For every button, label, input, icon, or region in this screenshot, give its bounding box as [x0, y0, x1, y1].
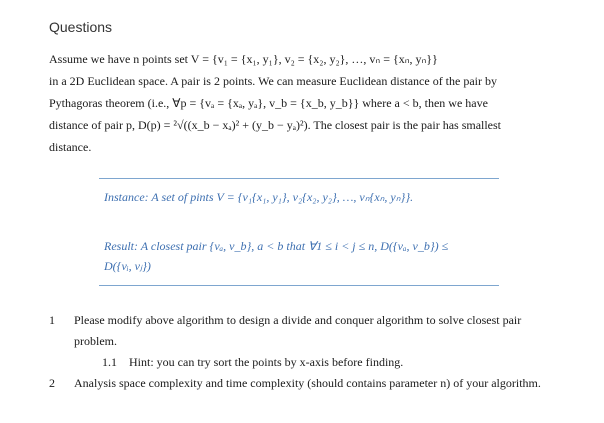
list-item	[49, 310, 559, 352]
section-heading: Questions	[49, 19, 113, 35]
result-line-1: Result: A closest pair {vₐ, v_b}, a < b that ∀1 ≤ i < j ≤ n, D({vₐ, v_b}) ≤	[104, 239, 449, 253]
item-number: 1.1	[102, 355, 117, 369]
problem-line-5: distance.	[49, 140, 92, 154]
list-item	[49, 352, 559, 373]
item-number: 2	[49, 376, 55, 390]
instance-definition: Instance: A set of pints V = {v₁{x₁, y₁}, v₂{x₂, y₂}, …, vₙ{xₙ, yₙ}}.	[104, 190, 414, 204]
list-item	[49, 373, 559, 394]
problem-line-1: Assume we have n points set V = {v₁ = {x₁, y₁}, v₂ = {x₂, y₂}, …, vₙ = {xₙ, yₙ}}	[49, 52, 438, 66]
problem-statement	[49, 48, 551, 158]
result-line-2: D({vᵢ, vⱼ})	[104, 259, 151, 273]
item-text: Hint: you can try sort the points by x-axis before finding.	[129, 355, 404, 369]
item-number: 1	[49, 313, 55, 327]
item-text: Please modify above algorithm to design a divide and conquer algorithm to solve closest pair problem.	[74, 313, 522, 348]
question-list	[49, 310, 559, 394]
result-definition	[104, 236, 524, 276]
problem-line-4: distance of pair p, D(p) = ²√((x_b − xₐ)² + (y_b − yₐ)²). The closest pair is the pair has smallest	[49, 118, 502, 132]
bottom-divider	[99, 285, 499, 286]
problem-line-2: in a 2D Euclidean space. A pair is 2 points. We can measure Euclidean distance of the pair by	[49, 74, 498, 88]
item-text: Analysis space complexity and time complexity (should contains parameter n) of your algorithm.	[74, 376, 541, 390]
top-divider	[99, 178, 499, 179]
problem-line-3: Pythagoras theorem (i.e., ∀p = {vₐ = {xₐ, yₐ}, v_b = {x_b, y_b}} where a < b, then we have	[49, 96, 488, 110]
